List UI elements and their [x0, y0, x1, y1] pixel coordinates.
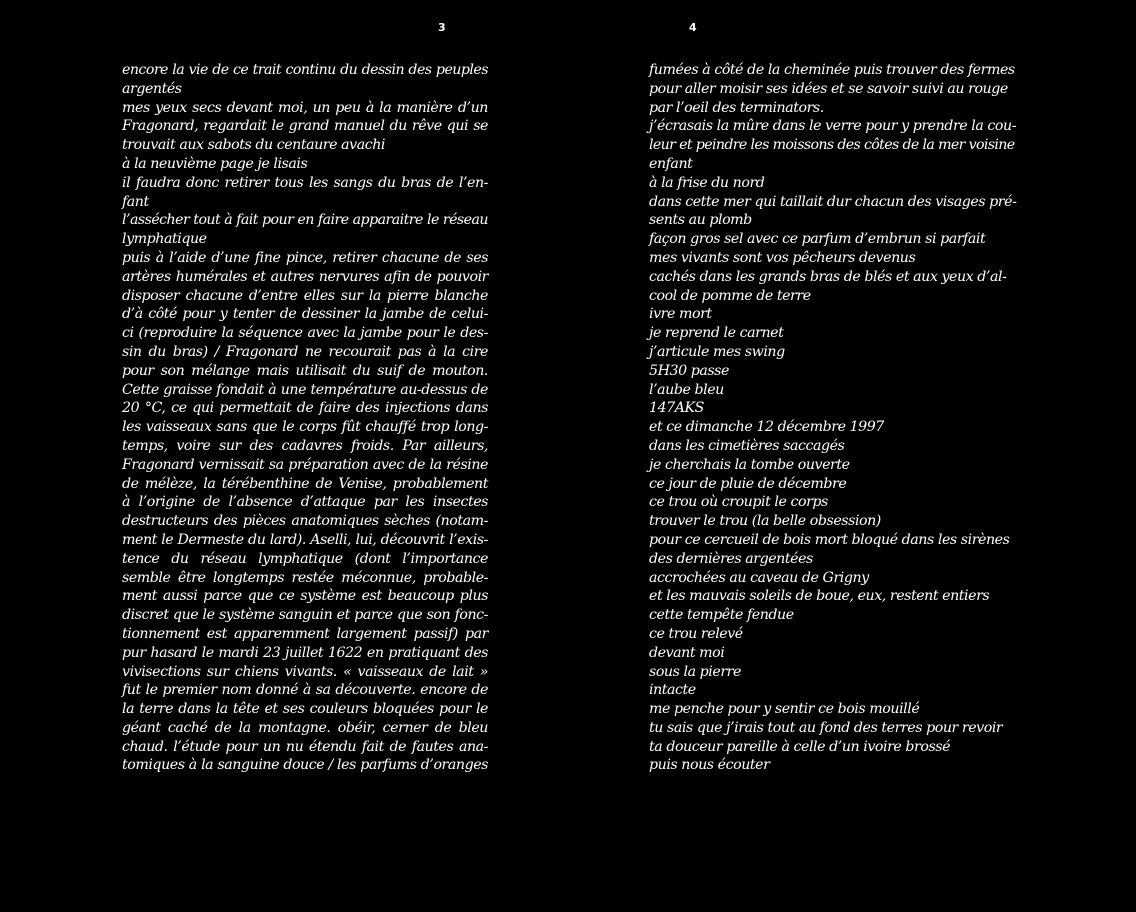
right-page-line: pour aller moisir ses idées et se savoir suivi au rouge [649, 80, 1008, 97]
left-page-line: Fragonard, regardait le grand manuel du rêve qui se [122, 118, 488, 135]
left-page-line: lymphatique [122, 231, 207, 248]
right-page-line: dans cette mer qui taillait dur chacun des visages pré- [649, 193, 1017, 210]
left-page-line: Cette graisse fondait à une température au-dessus de [122, 381, 488, 398]
left-page-line: d’à côté pour y tenter de dessiner la jambe de celui- [122, 306, 488, 323]
left-page-line: semble être longtemps restée méconnue, probable- [122, 569, 488, 586]
left-page-line: chaud. l’étude pour un nu étendu fait de fautes ana- [122, 738, 488, 755]
left-page-line: tomiques à la sanguine douce / les parfums d’oranges [122, 757, 488, 774]
right-page-line: 5H30 passe [649, 362, 729, 379]
right-page-line: dans les cimetières saccagés [649, 437, 845, 454]
left-page-line: disposer chacune d’entre elles sur la pierre blanche [122, 287, 488, 304]
right-page-line: ivre mort [649, 306, 712, 323]
left-page-line: artères humérales et autres nervures afin de pouvoir [122, 268, 488, 285]
left-page-line: fut le premier nom donné à sa découverte. encore de [122, 682, 488, 699]
right-page-line: ce jour de pluie de décembre [649, 475, 847, 492]
right-page-line: ce trou relevé [649, 625, 743, 642]
left-page-line: ment aussi parce que ce système est beaucoup plus [122, 588, 488, 605]
left-page-line: de mélèze, la térébenthine de Venise, probablement [122, 475, 488, 492]
right-page-line: et ce dimanche 12 décembre 1997 [649, 419, 884, 436]
left-page-line: mes yeux secs devant moi, un peu à la manière d’un [122, 99, 488, 116]
right-page-line: 147AKS [649, 400, 704, 417]
left-page-line: sin du bras) / Fragonard ne recourait pas à la cire [122, 343, 488, 360]
left-page-line: à l’origine de l’absence d’attaque par les insectes [122, 494, 488, 511]
right-page-line: enfant [649, 155, 693, 172]
right-page-line: ce trou où croupit le corps [649, 494, 828, 511]
right-page-line: je cherchais la tombe ouverte [649, 456, 850, 473]
left-page-number: 3 [438, 21, 446, 34]
right-page-line: devant moi [649, 644, 725, 661]
left-page-line: tionnement est apparemment largement passif) par [122, 625, 488, 642]
right-page-line: l’aube bleu [649, 381, 724, 398]
left-page-line: 20 °C, ce qui permettait de faire des injections dans [122, 400, 488, 417]
left-page-line: pour son mélange mais utilisait du suif de mouton. [122, 362, 488, 379]
right-page-line: ta douceur pareille à celle d’un ivoire brossé [649, 738, 951, 755]
right-page-line: sous la pierre [649, 663, 741, 680]
right-page-line: par l’oeil des terminators. [649, 99, 824, 116]
left-page-line: les vaisseaux sans que le corps fût chauffé trop long- [122, 419, 488, 436]
right-page-number: 4 [689, 21, 697, 34]
left-page-line: l’assécher tout à fait pour en faire apparaitre le réseau [122, 212, 488, 229]
left-page-line: ment le Dermeste du lard). Aselli, lui, découvrit l’exis- [122, 531, 488, 548]
left-page-line: géant caché de la montagne. obéir, cerner de bleu [122, 719, 488, 736]
left-page-line: tence du réseau lymphatique (dont l’importance [122, 550, 488, 567]
right-page-line: cachés dans les grands bras de blés et aux yeux d’al- [649, 268, 1007, 285]
right-page-line: me penche pour y sentir ce bois mouillé [649, 701, 920, 718]
right-page-line: sents au plomb [649, 212, 752, 229]
right-page-line: et les mauvais soleils de boue, eux, restent entiers [649, 588, 990, 605]
left-page-line: trouvait aux sabots du centaure avachi [122, 137, 385, 154]
left-page-line: vivisections sur chiens vivants. « vaisseaux de lait » [122, 663, 488, 680]
right-page-line: tu sais que j’irais tout au fond des terres pour revoir [649, 719, 1003, 736]
right-page-line: façon gros sel avec ce parfum d’embrun si parfait [649, 231, 986, 248]
left-page-line: il faudra donc retirer tous les sangs du bras de l’en- [122, 174, 488, 191]
left-page-line: ci (reproduire la séquence avec la jambe pour le des- [122, 325, 488, 342]
right-page-line: trouver le trou (la belle obsession) [649, 513, 881, 530]
right-page-line: fumées à côté de la cheminée puis trouver des fermes [649, 62, 1015, 78]
left-page-line: discret que le système sanguin et parce que son fonc- [122, 607, 488, 624]
right-page-line: pour ce cercueil de bois mort bloqué dans les sirènes [649, 531, 1010, 548]
left-page-line: fant [122, 193, 149, 210]
right-page-line: mes vivants sont vos pêcheurs devenus [649, 249, 916, 266]
left-page-line: à la neuvième page je lisais [122, 155, 308, 172]
right-page-line: cette tempête fendue [649, 607, 794, 624]
right-page-line: je reprend le carnet [649, 325, 784, 342]
left-page-text [122, 61, 488, 775]
left-page-line: temps, voire sur des cadavres froids. Par ailleurs, [122, 437, 488, 454]
right-page-line: accrochées au caveau de Grigny [649, 569, 869, 586]
left-page-line: la terre dans la tête et ses couleurs bloquées pour le [122, 701, 488, 718]
right-page-line: cool de pomme de terre [649, 287, 811, 304]
left-page-line: encore la vie de ce trait continu du dessin des peuples [122, 62, 488, 78]
right-page-line: des dernières argentées [649, 550, 813, 567]
left-page-line: argentés [122, 80, 182, 97]
left-page-line: Fragonard vernissait sa préparation avec de la résine [122, 456, 488, 473]
right-page-text [649, 61, 1019, 775]
left-page-line: destructeurs des pièces anatomiques sèches (notam- [122, 513, 488, 530]
right-page-line: j’articule mes swing [649, 343, 785, 360]
right-page-line: à la frise du nord [649, 174, 765, 191]
right-page-line: leur et peindre les moissons des côtes de la mer voisine [649, 137, 1015, 154]
left-page-line: puis à l’aide d’une fine pince, retirer chacune de ses [122, 249, 488, 266]
left-page-line: pur hasard le mardi 23 juillet 1622 en pratiquant des [122, 644, 488, 661]
right-page-line: intacte [649, 682, 696, 699]
right-page-line: j’écrasais la mûre dans le verre pour y prendre la cou- [649, 118, 1017, 135]
right-page-line: puis nous écouter [649, 757, 770, 774]
